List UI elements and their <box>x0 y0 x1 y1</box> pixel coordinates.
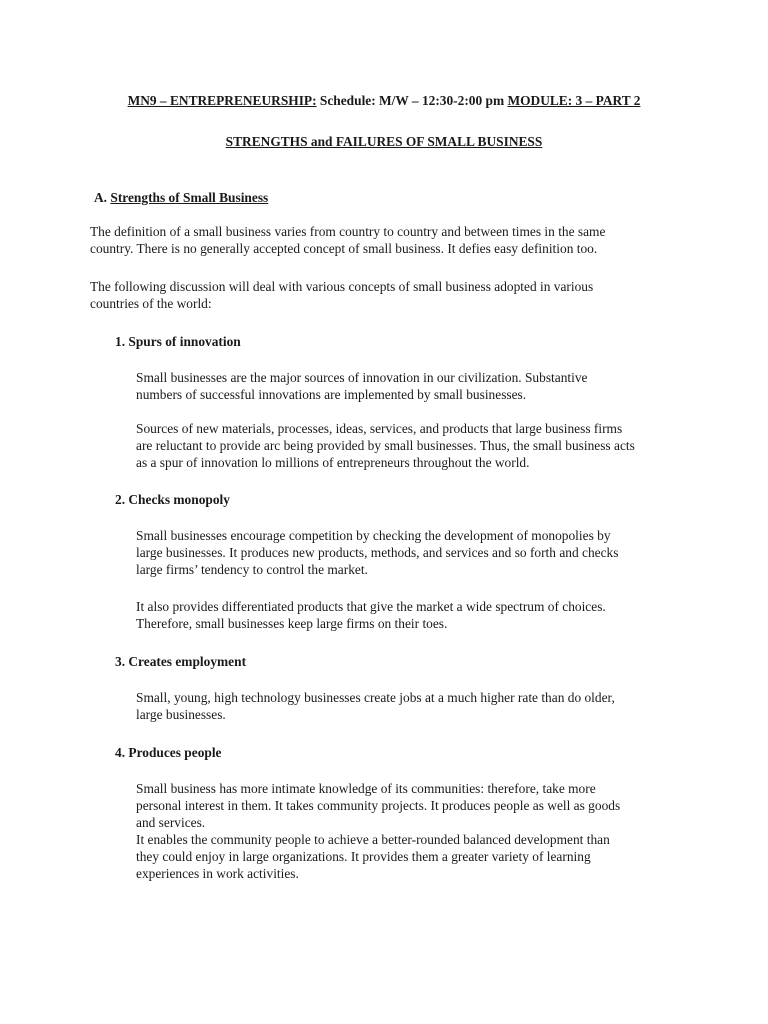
item-paragraph <box>136 689 615 723</box>
item-heading-employment: 3. Creates employment <box>115 654 247 669</box>
intro-paragraph-2 <box>90 278 593 312</box>
text-line: Therefore, small businesses keep large firms on their toes. <box>136 616 448 631</box>
text-line: Small businesses are the major sources of innovation in our civilization. Substantive <box>136 370 588 385</box>
text-line: they could enjoy in large organizations. It provides them a greater variety of learning <box>136 849 591 864</box>
text-line: and services. <box>136 815 206 830</box>
module-label: MODULE: 3 – PART 2 <box>507 93 641 108</box>
section-title: Strengths of Small Business <box>110 190 269 205</box>
course-header <box>0 92 768 109</box>
text-line: as a spur of innovation lo millions of entrepreneurs throughout the world. <box>136 455 530 470</box>
item-heading-monopoly: 2. Checks monopoly <box>115 492 230 507</box>
text-line: It also provides differentiated products that give the market a wide spectrum of choices. <box>136 599 606 614</box>
text-line: personal interest in them. It takes community projects. It produces people as well as goods <box>136 798 621 813</box>
text-line: Small business has more intimate knowledge of its communities: therefore, take more <box>136 781 596 796</box>
item-paragraph <box>136 527 618 578</box>
item-paragraph <box>136 369 587 403</box>
text-line: large businesses. <box>136 707 226 722</box>
text-line: country. There is no generally accepted concept of small business. It defies easy definition too. <box>90 241 598 256</box>
item-paragraph <box>136 598 606 632</box>
item-paragraph <box>136 780 620 882</box>
course-schedule: Schedule: M/W – 12:30-2:00 pm <box>316 93 508 108</box>
item-heading-people: 4. Produces people <box>115 745 222 760</box>
text-line: It enables the community people to achieve a better-rounded balanced development than <box>136 832 610 847</box>
text-line: The following discussion will deal with various concepts of small business adopted in various <box>90 279 594 294</box>
item-heading-innovation: 1. Spurs of innovation <box>115 334 241 349</box>
intro-paragraph-1 <box>90 223 605 257</box>
course-code: MN9 – ENTREPRENEURSHIP: <box>127 93 317 108</box>
text-line: experiences in work activities. <box>136 866 299 881</box>
text-line: Sources of new materials, processes, ideas, services, and products that large business firms <box>136 421 623 436</box>
text-line: Small, young, high technology businesses create jobs at a much higher rate than do older, <box>136 690 615 705</box>
text-line: numbers of successful innovations are implemented by small businesses. <box>136 387 527 402</box>
text-line: The definition of a small business varies from country to country and between times in the same <box>90 224 606 239</box>
text-line: large firms’ tendency to control the market. <box>136 562 368 577</box>
text-line: Small businesses encourage competition by checking the development of monopolies by <box>136 528 611 543</box>
section-letter: A. <box>94 190 111 205</box>
page-title: STRENGTHS and FAILURES OF SMALL BUSINESS <box>225 134 543 149</box>
text-line: are reluctant to provide arc being provided by small businesses. Thus, the small business acts <box>136 438 635 453</box>
section-heading <box>94 189 268 206</box>
text-line: countries of the world: <box>90 296 212 311</box>
text-line: large businesses. It produces new products, methods, and services and so forth and checks <box>136 545 619 560</box>
item-paragraph <box>136 420 635 471</box>
